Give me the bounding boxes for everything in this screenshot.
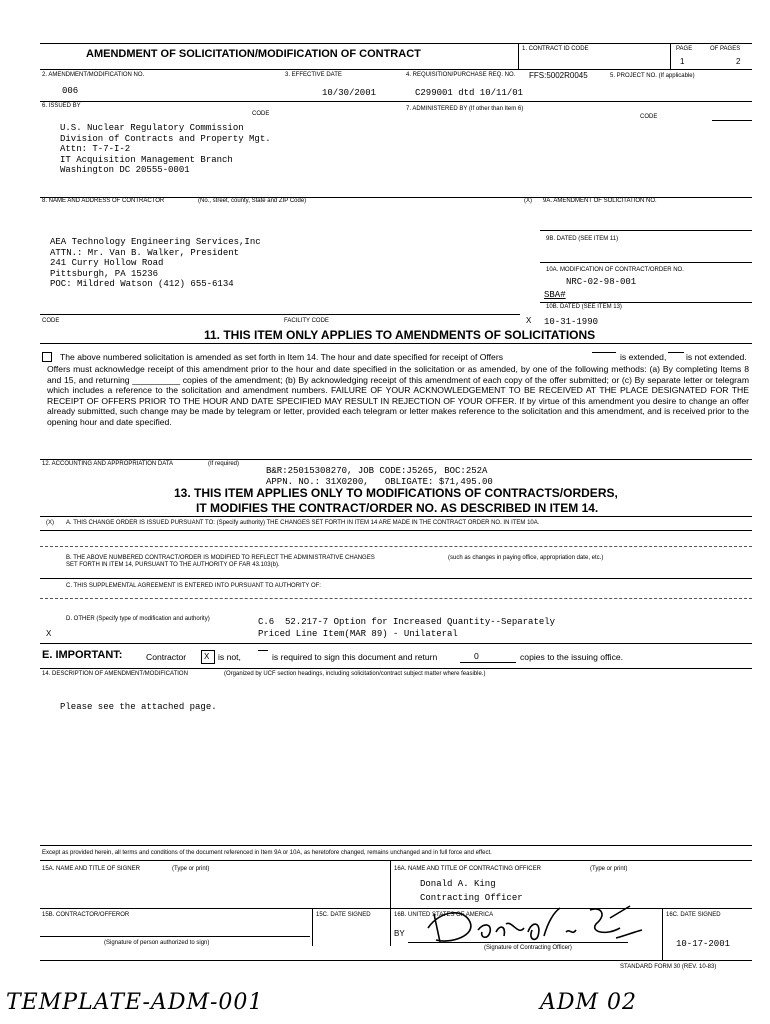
x-mark-10: X <box>526 316 532 325</box>
handwritten-adm-id: ADM 02 <box>540 990 638 1015</box>
item13-c: C. THIS SUPPLEMENTAL AGREEMENT IS ENTERED INTO PURSUANT TO AUTHORITY OF: <box>66 583 321 589</box>
contract-id-code-label: 1. CONTRACT ID CODE <box>522 46 589 52</box>
signature-authorized-label: (Signature of person authorized to sign) <box>104 940 210 946</box>
date-signed-value: 10-17-2001 <box>676 939 731 949</box>
sba-number: SBA# <box>544 290 566 300</box>
amend-no-value: 006 <box>62 86 79 96</box>
code-label: CODE <box>252 111 270 117</box>
important-tail: copies to the issuing office. <box>520 652 624 662</box>
dated-9b-label: 9B. DATED (SEE ITEM 11) <box>546 236 619 242</box>
item13-d-x: X <box>46 629 52 638</box>
co-title: Contracting Officer <box>420 893 523 903</box>
effective-date-value: 10/30/2001 <box>322 88 377 98</box>
form-title: AMENDMENT OF SOLICITATION/MODIFICATION OF CONTRACT <box>86 48 421 60</box>
signer-label: 15A. NAME AND TITLE OF SIGNER <box>42 866 140 872</box>
form-footer: STANDARD FORM 30 (REV. 10-83) <box>620 964 717 970</box>
checkbox-is-required[interactable] <box>258 650 268 661</box>
co-label: 16A. NAME AND TITLE OF CONTRACTING OFFICER <box>394 866 541 872</box>
code-bottom-label: CODE <box>42 318 60 324</box>
item11-not-extended: is not extended. <box>686 352 747 362</box>
accounting-line-2: APPN. NO.: 31X0200, OBLIGATE: $71,495.00 <box>266 477 493 487</box>
amend-no-label: 2. AMENDMENT/MODIFICATION NO. <box>42 72 145 78</box>
of-pages-number: 2 <box>736 57 741 66</box>
handwritten-template-id: TEMPLATE-ADM-001 <box>6 990 264 1015</box>
signature-co-label: (Signature of Contracting Officer) <box>484 945 572 951</box>
important-label: E. IMPORTANT: <box>42 649 123 661</box>
accounting-required: (If required) <box>208 461 240 467</box>
usa-label: 16B. UNITED STATES OF AMERICA <box>394 912 494 918</box>
code-label-2: CODE <box>640 114 658 120</box>
description-label: 14. DESCRIPTION OF AMENDMENT/MODIFICATION <box>42 671 188 677</box>
contractor-label: 8. NAME AND ADDRESS OF CONTRACTOR <box>42 198 165 204</box>
dated-10b-label: 10B. DATED (SEE ITEM 13) <box>546 304 622 310</box>
issued-by-address: U.S. Nuclear Regulatory Commission Division of Contracts and Property Mgt. Attn: T-7-I-2 IT Acquisition Management Branch Washington DC 20555-0001 <box>60 123 271 175</box>
dated-10b-value: 10-31-1990 <box>544 317 599 327</box>
item13-x-label: (X) <box>46 520 54 526</box>
item13-b-note: (such as changes in paying office, appropriation date, etc.) <box>448 555 604 561</box>
important-is-required: is required to sign this document and return <box>272 652 438 662</box>
item13-title-1: 13. THIS ITEM APPLIES ONLY TO MODIFICATIONS OF CONTRACTS/ORDERS, <box>174 486 618 500</box>
mod-contract-no: NRC-02-98-001 <box>566 277 637 287</box>
page-number: 1 <box>680 57 685 66</box>
project-no-label: 5. PROJECT NO. (If applicable) <box>610 73 695 79</box>
x-column-label: (X) <box>524 198 532 204</box>
signer-type-print: (Type or print) <box>172 866 210 872</box>
item13-d-text-1: C.6 52.217-7 Option for Increased Quantity--Separately <box>258 617 556 627</box>
page-label: PAGE <box>676 46 693 52</box>
contractor-address: AEA Technology Engineering Services,Inc ATTN.: Mr. Van B. Walker, President 241 Curry Hollow Road Pittsburgh, PA 15236 POC: Mildred Watson (412) 655-6134 <box>50 237 261 289</box>
item13-b-line-2: SET FORTH IN ITEM 14, PURSUANT TO THE AUTHORITY OF FAR 43.103(b). <box>66 562 280 568</box>
important-contractor: Contractor <box>146 652 187 662</box>
item11-paragraph: Offers must acknowledge receipt of this amendment prior to the hour and date specified in the solicitation or as amended, by one of the following methods: (a) By completing Items 8 and 15, and returning __________ copies of the amendment; (b) By acknowledging receipt of this amendment of each copy of the offer submitted; or (c) By separate letter or telegram which includes a reference to the solicitation and amendment numbers. FAILURE OF YOUR ACKNOWLEDGEMENT TO BE RECEIVED AT THE PLACE DESIGNATED FOR THE RECEIPT OF OFFERS PRIOR TO THE HOUR AND DATE SPECIFIED MAY RESULT IN REJECTION OF YOUR OFFER. If by virtue of this amendment you desire to change an offer already submitted, such change may be made by telegram or letter, provided each telegram or letter makes reference to the solicitation and this amendment, and is received prior to the opening hour and date specified. <box>47 364 749 427</box>
co-name: Donald A. King <box>420 879 496 889</box>
item13-d: D. OTHER (Specify type of modification and authority) <box>66 616 210 622</box>
date-signed-16c-label: 16C. DATE SIGNED <box>666 912 721 918</box>
item13-title-2: IT MODIFIES THE CONTRACT/ORDER NO. AS DESCRIBED IN ITEM 14. <box>196 501 599 515</box>
item13-b-line-1: B. THE ABOVE NUMBERED CONTRACT/ORDER IS MODIFIED TO REFLECT THE ADMINISTRATIVE CHANGES <box>66 555 375 561</box>
co-type-print: (Type or print) <box>590 866 628 872</box>
except-text: Except as provided herein, all terms and conditions of the document referenced in Item 9A or 10A, as heretofore changed, remains unchanged and in full force and effect. <box>42 850 492 856</box>
important-copies: 0 <box>474 651 479 661</box>
administered-by-label: 7. ADMINISTERED BY (If other than Item 6) <box>406 106 524 112</box>
checkbox-solicitation[interactable] <box>42 352 52 362</box>
date-signed-15c-label: 15C. DATE SIGNED <box>316 912 371 918</box>
important-is-not: is not, <box>218 652 241 662</box>
contractor-label-note: (No., street, county, State and ZIP Code) <box>198 198 307 204</box>
item11-title: 11. THIS ITEM ONLY APPLIES TO AMENDMENTS OF SOLICITATIONS <box>204 328 596 342</box>
mod-contract-label: 10A. MODIFICATION OF CONTRACT/ORDER NO. <box>546 267 684 273</box>
requisition-value: FFS:5002R0045 <box>529 71 588 80</box>
checkbox-is-not-mark: X <box>204 652 210 661</box>
item11-line1: The above numbered solicitation is amended as set forth in Item 14. The hour and date specified for receipt of Offers <box>60 352 503 362</box>
accounting-label: 12. ACCOUNTING AND APPROPRIATION DATA <box>42 461 174 467</box>
requisition-value-2: C299001 dtd 10/11/01 <box>415 88 524 98</box>
contractor-offeror-label: 15B. CONTRACTOR/OFFEROR <box>42 912 130 918</box>
requisition-label: 4. REQUISITION/PURCHASE REQ. NO. <box>406 72 516 78</box>
effective-date-label: 3. EFFECTIVE DATE <box>285 72 342 78</box>
by-label: BY <box>394 929 405 938</box>
item13-a: A. THIS CHANGE ORDER IS ISSUED PURSUANT TO: (Specify authority) THE CHANGES SET FORTH IN ITEM 14 ARE MADE IN THE CONTRACT ORDER NO. IN ITEM 10A. <box>66 520 540 526</box>
accounting-line-1: B&R:25015308270, JOB CODE:J5265, BOC:252A <box>266 466 488 476</box>
description-text: Please see the attached page. <box>60 702 217 712</box>
description-note: (Organized by UCF section headings, including solicitation/contract subject matter where feasible.) <box>224 671 486 677</box>
issued-by-label: 6. ISSUED BY <box>42 103 81 109</box>
facility-code-label: FACILITY CODE <box>284 318 329 324</box>
amend-solicitation-label: 9A. AMENDMENT OF SOLICITATION NO. <box>543 198 657 204</box>
item11-extended: is extended, <box>620 352 667 362</box>
item13-d-text-2: Priced Line Item(MAR 89) - Unilateral <box>258 629 458 639</box>
of-pages-label: OF PAGES <box>710 46 741 52</box>
